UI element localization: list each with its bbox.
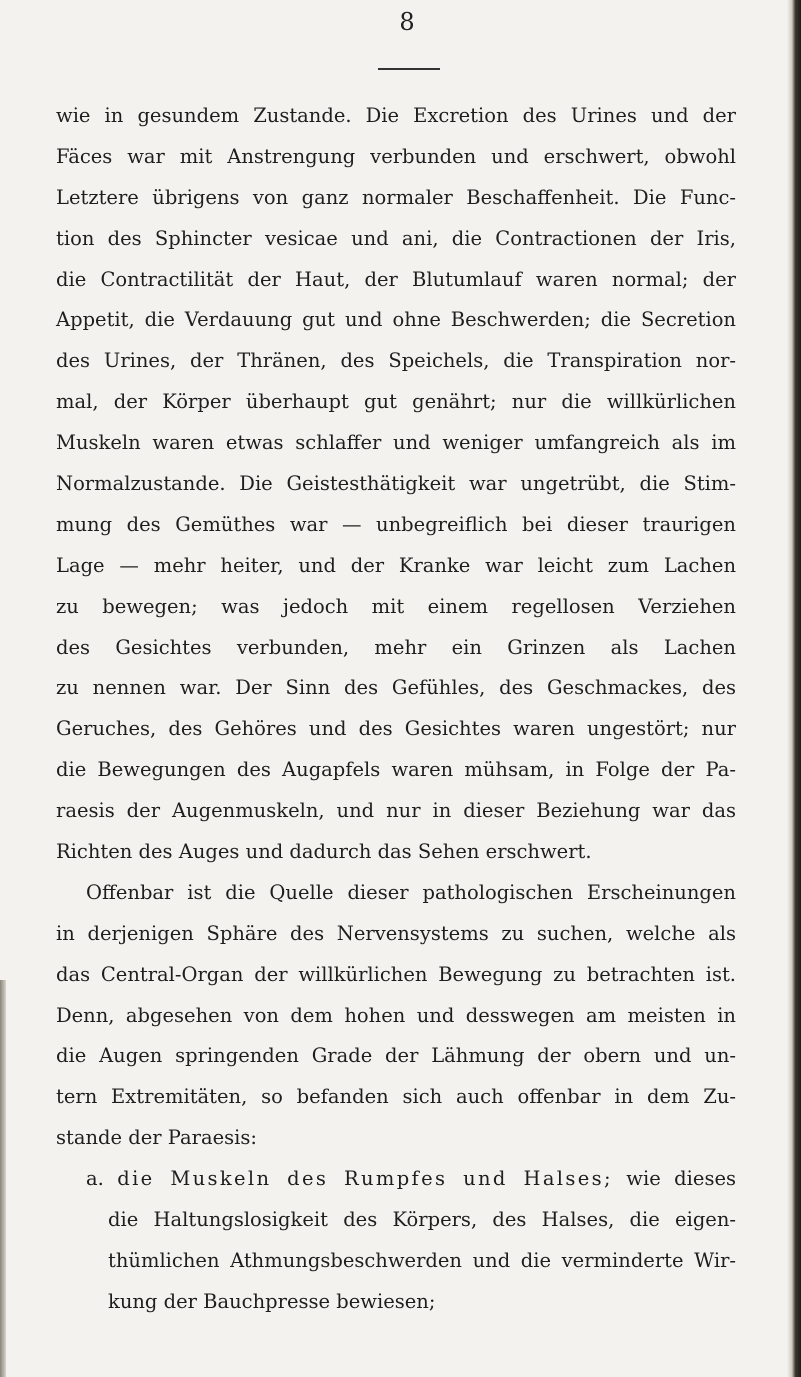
text-line: die Contractilität der Haut, der Blutumlauf waren normal; der bbox=[56, 267, 736, 291]
page-number: 8 bbox=[399, 8, 415, 36]
list-item-a bbox=[56, 1159, 736, 1200]
text-line: kung der Bauchpresse bewiesen; bbox=[108, 1289, 436, 1313]
list-item-spaced-text: die Muskeln des Rumpfes und Halses; bbox=[117, 1167, 613, 1191]
text-line: Geruches, des Gehöres und des Gesichtes waren ungestört; nur bbox=[56, 717, 736, 741]
text-line: mung des Gemüthes war — unbegreiflich bei dieser traurigen bbox=[56, 512, 736, 536]
text-line: zu nennen war. Der Sinn des Gefühles, des Geschmackes, des bbox=[56, 676, 736, 700]
body-text bbox=[56, 96, 736, 1323]
text-line: die Bewegungen des Augapfels waren mühsam, in Folge der Pa- bbox=[56, 758, 736, 782]
text-line: wie in gesundem Zustande. Die Excretion des Urines und der bbox=[56, 104, 736, 127]
text-line: raesis der Augenmuskeln, und nur in dieser Beziehung war das bbox=[56, 799, 736, 823]
text-line: Fäces war mit Anstrengung verbunden und erschwert, obwohl bbox=[56, 144, 736, 168]
text-line: zu bewegen; was jedoch mit einem regellosen Verziehen bbox=[56, 594, 736, 618]
text-line: Muskeln waren etwas schlaffer und weniger umfangreich als im bbox=[56, 431, 736, 455]
text-line: die Augen springenden Grade der Lähmung der obern und un- bbox=[56, 1044, 736, 1068]
text-line: Letztere übrigens von ganz normaler Beschaffenheit. Die Func- bbox=[56, 185, 736, 209]
text-line: Lage — mehr heiter, und der Kranke war leicht zum Lachen bbox=[56, 553, 736, 577]
text-line: des Gesichtes verbunden, mehr ein Grinzen als Lachen bbox=[56, 635, 736, 659]
text-line: thümlichen Athmungsbeschwerden und die verminderte Wir- bbox=[108, 1248, 736, 1272]
text-line: Richten des Auges und dadurch das Sehen erschwert. bbox=[56, 840, 592, 864]
text-line: das Central-Organ der willkürlichen Bewegung zu betrachten ist. bbox=[56, 962, 736, 986]
list-marker: a. bbox=[86, 1167, 104, 1191]
text-line: die Haltungslosigkeit des Körpers, des Halses, die eigen- bbox=[108, 1208, 736, 1232]
list-item-rest-text: wie dieses bbox=[612, 1167, 736, 1191]
text-line: Normalzustande. Die Geistesthätigkeit war ungetrübt, die Stim- bbox=[56, 472, 736, 496]
text-line: mal, der Körper überhaupt gut genährt; nur die willkürlichen bbox=[56, 390, 736, 414]
text-line: Denn, abgesehen von dem hohen und desswegen am meisten in bbox=[56, 1003, 736, 1027]
text-line: tern Extremitäten, so befanden sich auch offenbar in dem Zu- bbox=[56, 1085, 736, 1109]
page-number-rule bbox=[378, 68, 440, 70]
page-binding-shadow bbox=[787, 0, 801, 1377]
text-line: tion des Sphincter vesicae und ani, die Contractionen der Iris, bbox=[56, 226, 736, 250]
text-line: in derjenigen Sphäre des Nervensystems zu suchen, welche als bbox=[56, 921, 736, 945]
text-line: Appetit, die Verdauung gut und ohne Beschwerden; die Secretion bbox=[56, 308, 736, 332]
text-line: des Urines, der Thränen, des Speichels, die Transpiration nor- bbox=[56, 349, 736, 373]
text-line: stande der Paraesis: bbox=[56, 1126, 257, 1150]
page-left-edge-shadow bbox=[0, 980, 6, 1377]
text-line: Offenbar ist die Quelle dieser pathologischen Erscheinungen bbox=[86, 880, 736, 904]
